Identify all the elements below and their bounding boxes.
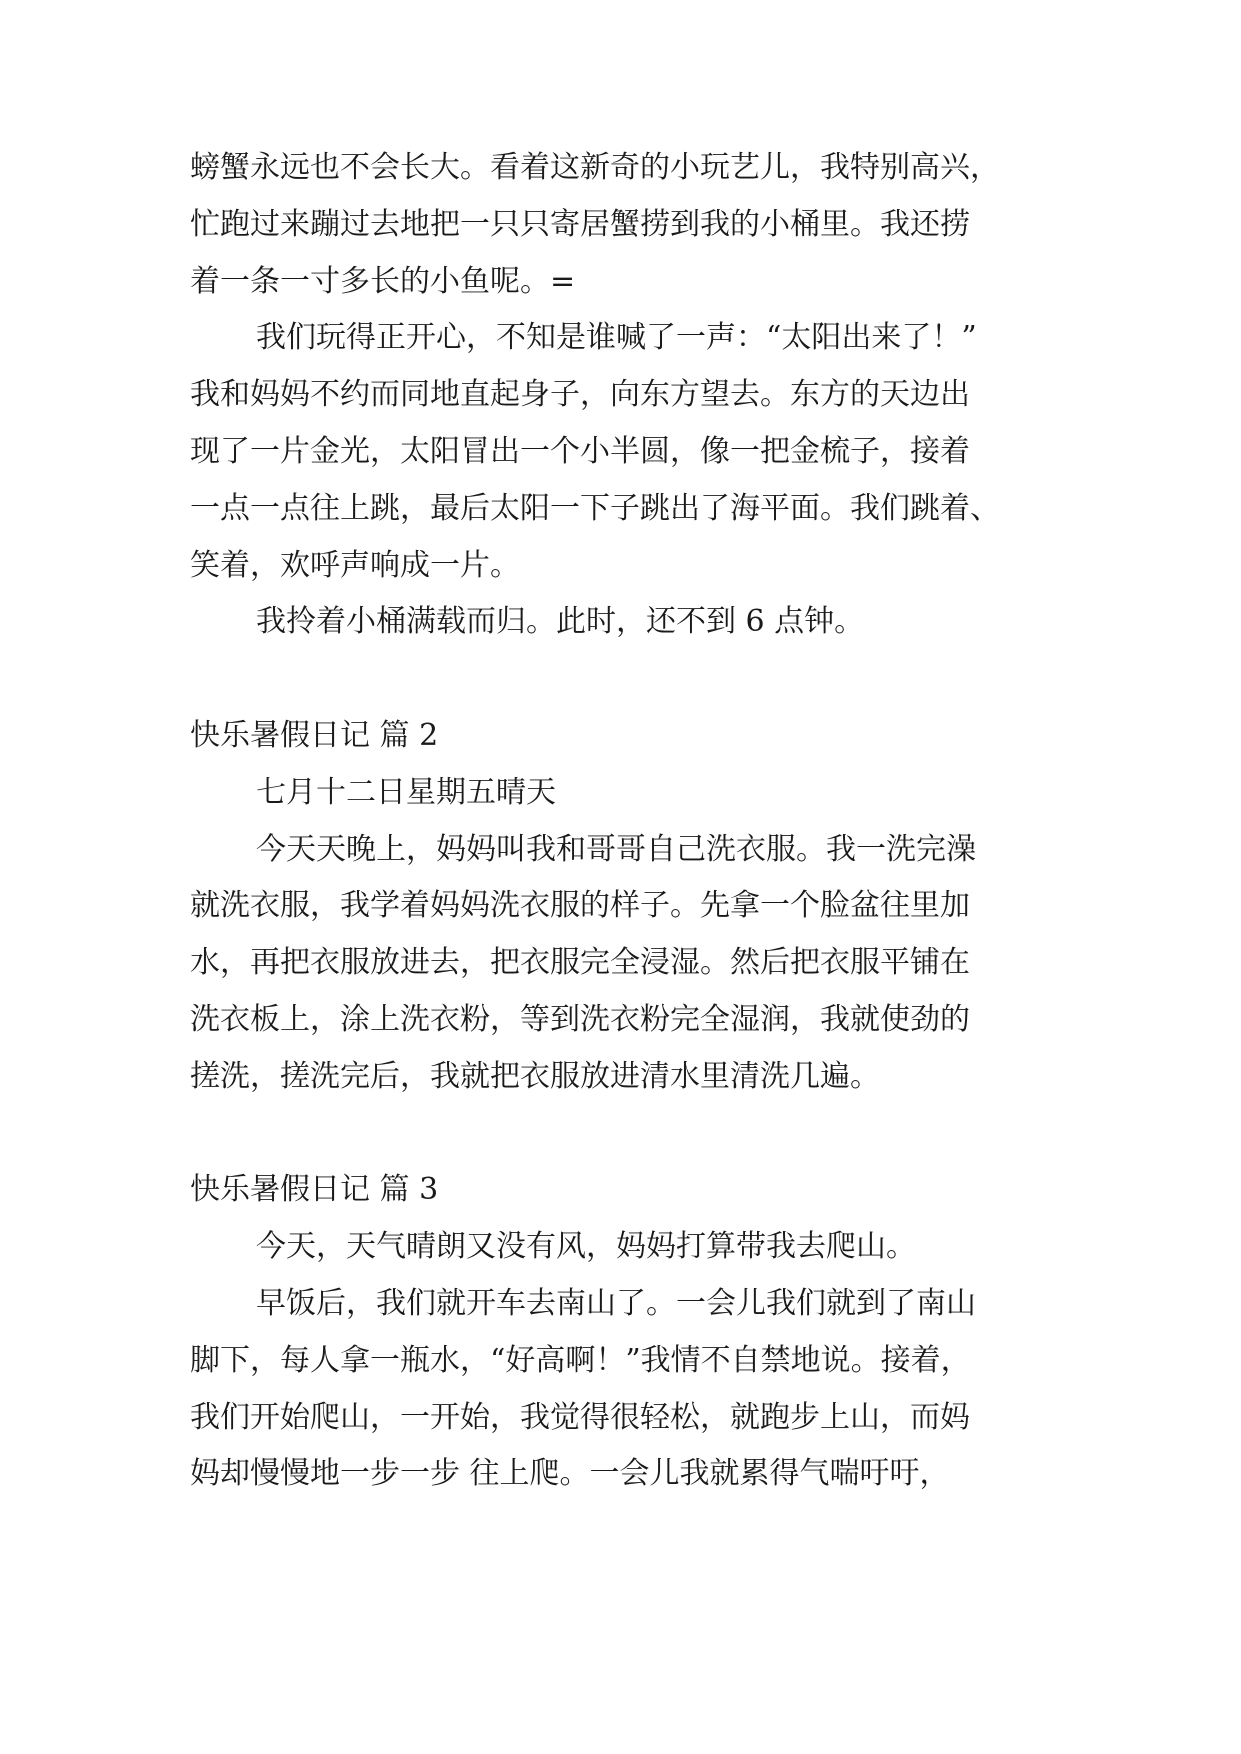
text-line: 着一条一寸多长的小鱼呢。= <box>190 263 576 299</box>
paragraph-laundry <box>190 822 1060 1106</box>
section-heading-2: 快乐暑假日记 篇 2 <box>190 717 439 753</box>
text-line: 忙跑过来蹦过去地把一只只寄居蟹捞到我的小桶里。我还捞 <box>190 206 970 242</box>
paragraph-sunrise <box>190 310 1060 594</box>
document-page <box>190 140 1060 1503</box>
text-line: 今天，天气晴朗又没有风，妈妈打算带我去爬山。 <box>256 1229 916 1265</box>
paragraph-weather <box>190 1219 1060 1276</box>
text-line: 洗衣板上，涂上洗衣粉，等到洗衣粉完全湿润，我就使劲的 <box>190 1001 970 1037</box>
text-line: 现了一片金光，太阳冒出一个小半圆，像一把金梳子，接着 <box>190 433 970 469</box>
text-line: 早饭后，我们就开车去南山了。一会儿我们就到了南山 <box>256 1285 976 1321</box>
section-gap <box>190 1106 1060 1163</box>
text-line: 就洗衣服，我学着妈妈洗衣服的样子。先拿一个脸盆往里加 <box>190 888 970 924</box>
text-line: 我们玩得正开心，不知是谁喊了一声：“太阳出来了！” <box>256 320 977 356</box>
text-line: 妈却慢慢地一步一步 往上爬。一会儿我就累得气喘吁吁， <box>190 1456 950 1492</box>
text-line: 搓洗，搓洗完后，我就把衣服放进清水里清洗几遍。 <box>190 1058 880 1094</box>
section-gap <box>190 651 1060 708</box>
text-line: 一点一点往上跳，最后太阳一下子跳出了海平面。我们跳着、 <box>190 490 1000 526</box>
text-line: 脚下，每人拿一瓶水，“好高啊！”我情不自禁地说。接着， <box>190 1342 971 1378</box>
text-line: 今天天晚上，妈妈叫我和哥哥自己洗衣服。我一洗完澡 <box>256 831 976 867</box>
paragraph-crabs <box>190 140 1060 310</box>
paragraph-return <box>190 594 1060 651</box>
text-line: 螃蟹永远也不会长大。看着这新奇的小玩艺儿，我特别高兴， <box>190 150 1000 185</box>
text-line: 笑着，欢呼声响成一片。 <box>190 547 520 583</box>
diary-date: 七月十二日星期五晴天 <box>256 774 556 810</box>
text-line: 我拎着小桶满载而归。此时，还不到 6 点钟。 <box>256 604 865 640</box>
text-line: 我和妈妈不约而同地直起身子，向东方望去。东方的天边出 <box>190 377 970 413</box>
text-line: 水，再把衣服放进去，把衣服完全浸湿。然后把衣服平铺在 <box>190 945 970 981</box>
paragraph-mountain <box>190 1276 1060 1503</box>
section-heading-3: 快乐暑假日记 篇 3 <box>190 1172 439 1208</box>
text-line: 我们开始爬山，一开始，我觉得很轻松，就跑步上山，而妈 <box>190 1399 970 1435</box>
